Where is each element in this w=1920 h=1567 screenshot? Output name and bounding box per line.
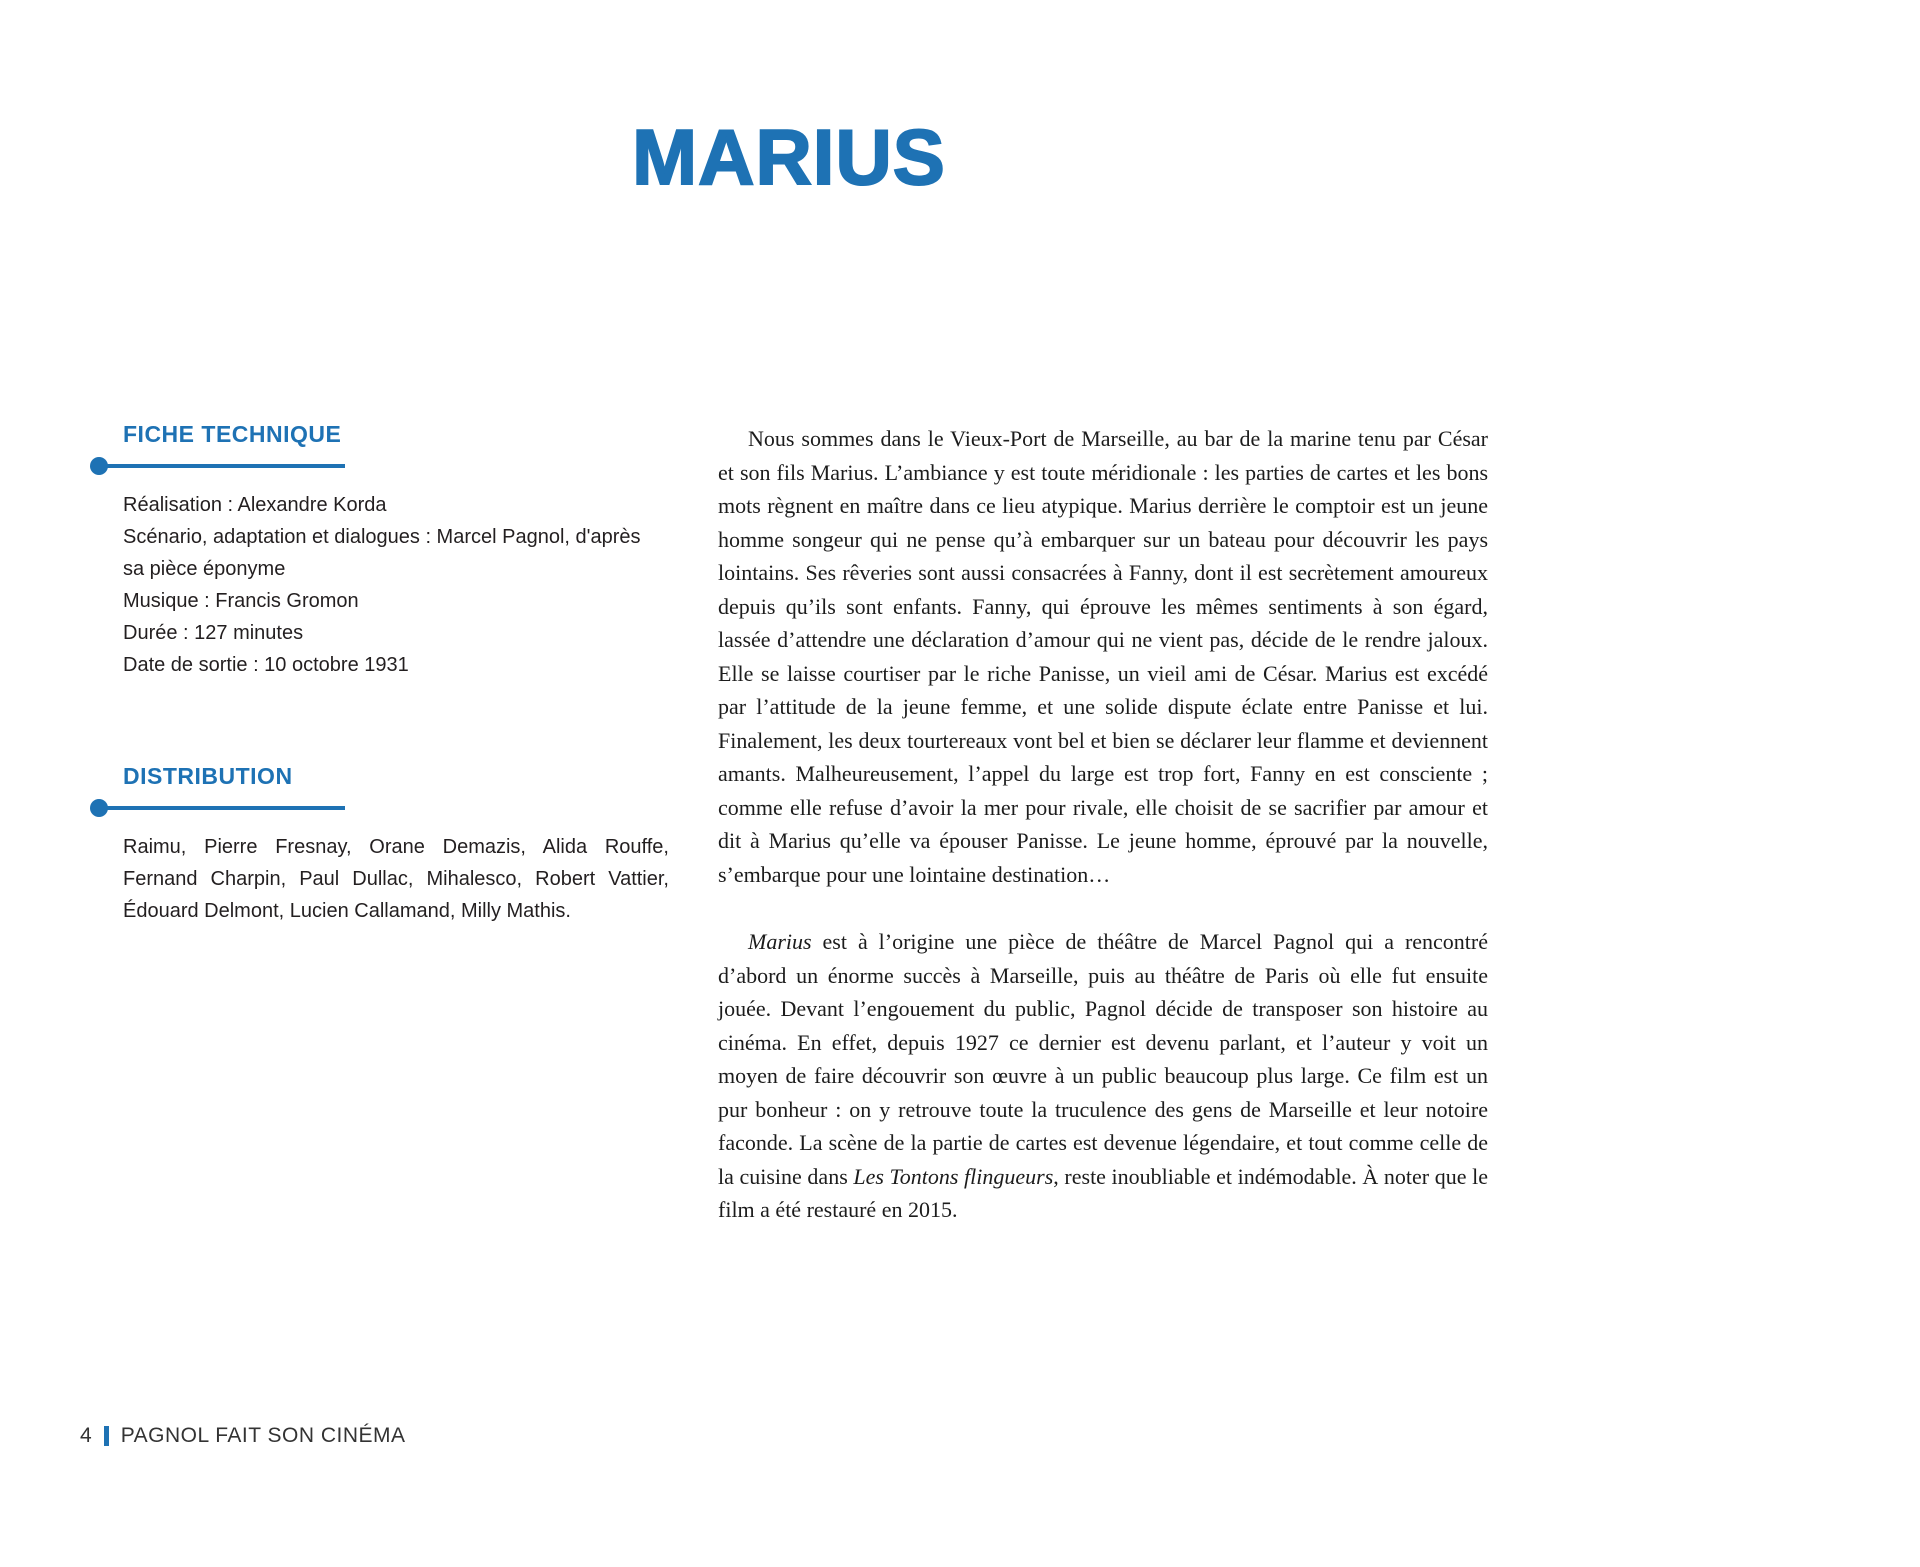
fiche-line-date-sortie: Date de sortie : 10 octobre 1931 [123,654,409,676]
commentary-text-2: , reste inoubliable et indémodable. À noter que le film a été restauré en 2015. [718,1163,1488,1222]
rule-line [99,464,345,468]
fiche-technique-section [90,420,675,681]
distribution-heading: DISTRIBUTION [123,763,293,789]
section-rule [90,799,675,817]
commentary-paragraph [718,925,1488,1227]
fiche-line-scenario-wrap: sa pièce éponyme [123,558,286,580]
synopsis-paragraph: Nous sommes dans le Vieux-Port de Marseille, au bar de la marine tenu par César et son fils Marius. L’ambiance y est toute méridionale : les parties de cartes et les bons mots règnent en maître dans ce lieu atypique. Marius derrière le comptoir est un jeune homme songeur qui ne pense qu’à embarquer sur un bateau pour découvrir les pays lointains. Ses rêveries sont aussi consacrées à Fanny, dont il est secrètement amoureux depuis qu’ils sont enfants. Fanny, qui éprouve les mêmes sentiments à son égard, lassée d’attendre une déclaration d’amour qui ne vient pas, décide de le rendre jaloux. Elle se laisse courtiser par le riche Panisse, un vieil ami de César. Marius est excédé par l’attitude de la jeune femme, et une solide dispute éclate entre Panisse et lui. Finalement, les deux tourtereaux vont bel et bien se déclarer leur flamme et deviennent amants. Malheureusement, l’appel du large est trop fort, Fanny en est consciente ; comme elle refuse d’avoir la mer pour rivale, elle choisit de se sacrifier par amour et dit à Marius qu’elle va épouser Panisse. Le jeune homme, éprouvé par la nouvelle, s’embarque pour une lointaine destination… [718,426,1488,887]
footer-book-title: PAGNOL FAIT SON CINÉMA [120,1424,406,1447]
main-text-column [718,422,1488,1227]
commentary-text-1: est à l’origine une pièce de théâtre de Marcel Pagnol qui a rencontré d’abord un énorme succès à Marseille, puis au théâtre de Paris où elle fut ensuite jouée. Devant l’engouement du public, Pagnol décide de transposer son histoire au cinéma. En effet, depuis 1927 ce dernier est devenu parlant, et l’auteur y voit un moyen de faire découvrir son œuvre à un public beaucoup plus large. Ce film est un pur bonheur : on y retrouve toute la truculence des gens de Marseille et leur notoire faconde. La scène de la partie de cartes est devenue légendaire, et tout comme celle de la cuisine dans [718,929,1488,1189]
footer-separator-bar [104,1426,109,1446]
distribution-cast: Raimu, Pierre Fresnay, Orane Demazis, Alida Rouffe, Fernand Charpin, Paul Dullac, Mihalesco, Robert Vattier, Édouard Delmont, Lucien Callamand, Milly Mathis. [123,836,669,922]
distribution-section [90,762,675,927]
page-footer [80,1424,406,1448]
fiche-line-realisation: Réalisation : Alexandre Korda [123,494,387,516]
rule-line [99,806,345,810]
referenced-film-title-italic: Les Tontons flingueurs [853,1163,1054,1189]
fiche-line-scenario: Scénario, adaptation et dialogues : Marcel Pagnol, d'après [123,526,641,548]
page-title: MARIUS [632,113,946,201]
fiche-line-duree: Durée : 127 minutes [123,622,304,644]
page-number: 4 [80,1424,92,1447]
section-rule [90,457,675,475]
fiche-line-musique: Musique : Francis Gromon [123,590,359,612]
fiche-technique-body [123,489,669,681]
film-title-italic: Marius [748,929,812,954]
fiche-technique-heading: FICHE TECHNIQUE [123,421,342,447]
